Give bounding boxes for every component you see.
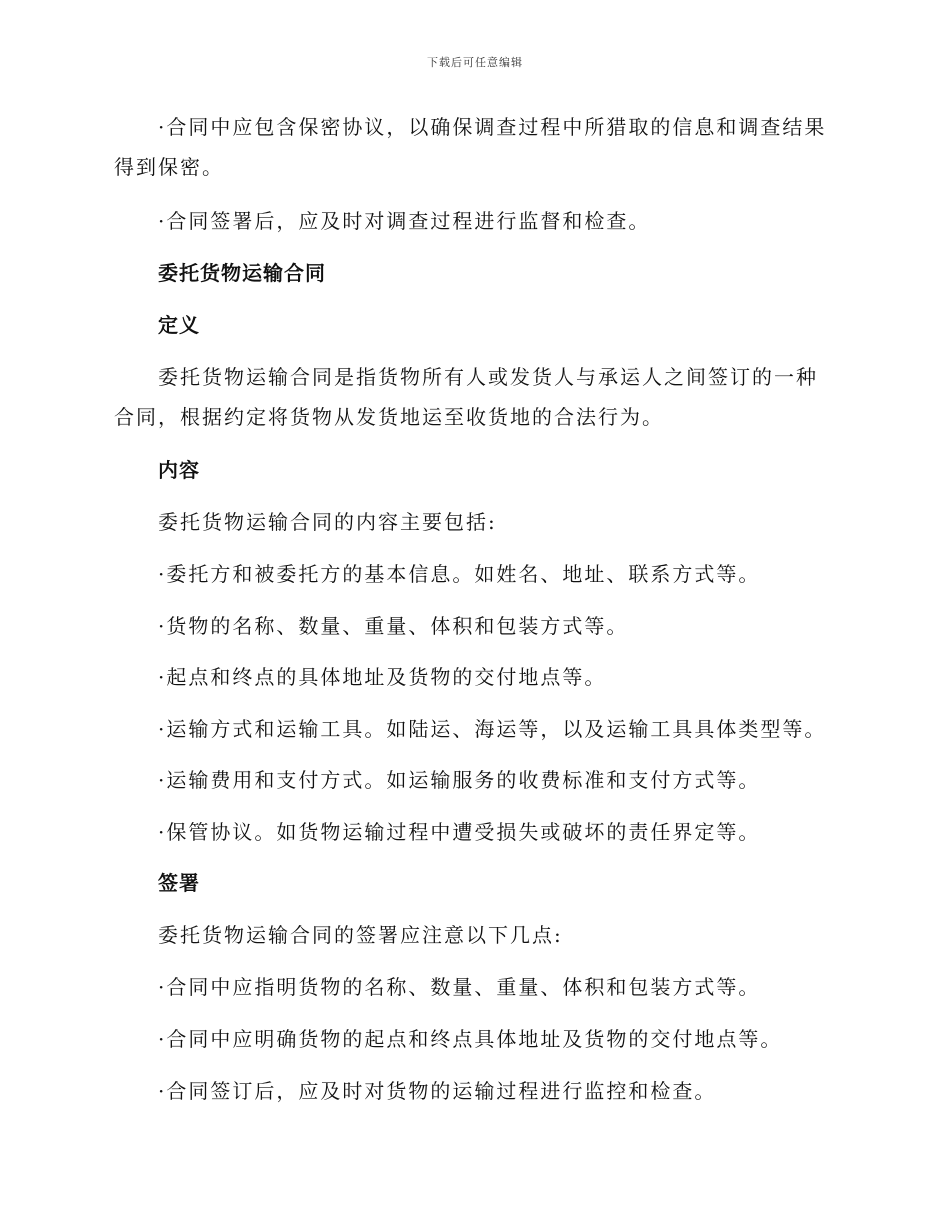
signing-lead: 委托货物运输合同的签署应注意以下几点: bbox=[158, 923, 563, 947]
intro-paragraph-2: ·合同签署后，应及时对调查过程进行监督和检查。 bbox=[158, 209, 651, 233]
definition-text: 委托货物运输合同是指货物所有人或发货人与承运人之间签订的一种合同，根据约定将货物从发货地运至收货地的合法行为。 bbox=[114, 365, 818, 429]
signing-item: ·合同签订后，应及时对货物的运输过程进行监控和检查。 bbox=[158, 1079, 717, 1103]
definition-heading: 定义 bbox=[158, 313, 200, 337]
content-item: ·委托方和被委托方的基本信息。如姓名、地址、联系方式等。 bbox=[158, 562, 761, 586]
header-note: 下载后可任意编辑 bbox=[427, 56, 523, 69]
section-title: 委托货物运输合同 bbox=[158, 261, 326, 285]
intro-paragraph-1: ·合同中应包含保密协议，以确保调查过程中所猎取的信息和调查结果得到保密。 bbox=[114, 115, 827, 179]
content-item: ·运输方式和运输工具。如陆运、海运等，以及运输工具具体类型等。 bbox=[158, 717, 827, 741]
signing-heading: 签署 bbox=[158, 871, 200, 895]
content-heading: 内容 bbox=[158, 458, 200, 482]
signing-item: ·合同中应指明货物的名称、数量、重量、体积和包装方式等。 bbox=[158, 975, 761, 999]
content-item: ·运输费用和支付方式。如运输服务的收费标准和支付方式等。 bbox=[158, 768, 761, 792]
content-item: ·起点和终点的具体地址及货物的交付地点等。 bbox=[158, 665, 607, 689]
content-item: ·保管协议。如货物运输过程中遭受损失或破坏的责任界定等。 bbox=[158, 820, 761, 844]
content-lead: 委托货物运输合同的内容主要包括: bbox=[158, 510, 497, 534]
signing-item: ·合同中应明确货物的起点和终点具体地址及货物的交付地点等。 bbox=[158, 1027, 783, 1051]
content-item: ·货物的名称、数量、重量、体积和包装方式等。 bbox=[158, 614, 629, 638]
